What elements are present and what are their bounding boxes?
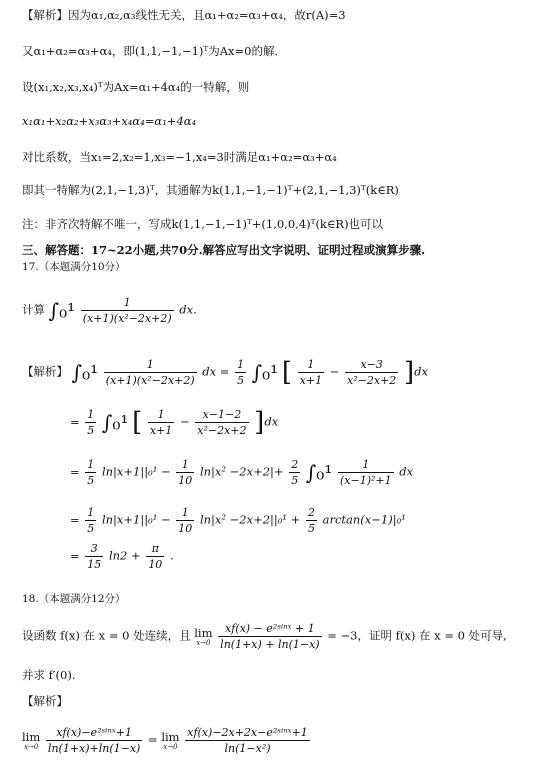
lim-operator bbox=[194, 627, 212, 647]
s1-t2-den: x²−2x+2 bbox=[347, 374, 397, 387]
s1-t2-num: x−3 bbox=[360, 358, 383, 371]
s4-coef-num: 1 bbox=[87, 506, 95, 519]
s1-coef-den: 5 bbox=[237, 374, 245, 387]
s3-text2: ln|x² −2x+2|+ bbox=[199, 464, 284, 479]
q18-den: ln(1+x) + ln(1−x) bbox=[220, 638, 320, 651]
s5-c2-num: π bbox=[151, 542, 159, 555]
s4-c2 bbox=[176, 506, 194, 535]
s3-t-den: (x−1)²+1 bbox=[340, 474, 392, 487]
f-rhs-den: ln(1−x²) bbox=[185, 740, 310, 755]
lim-word: lim bbox=[194, 625, 213, 640]
analysis-line-3: 设(x₁,x₂,x₃,x₄)ᵀ为Ax=α₁+4α₄的一特解，则 bbox=[22, 80, 250, 94]
q18-num: xf(x) − e²ˢⁱⁿˣ + 1 bbox=[225, 622, 315, 635]
s2-coef-num: 1 bbox=[87, 408, 95, 421]
problem-18-ask: 并求 f′(0). bbox=[22, 668, 76, 682]
s1-t1-num: 1 bbox=[307, 358, 315, 371]
s1-t1-den: x+1 bbox=[299, 374, 323, 387]
f-lhs-den: ln(1+x)+ln(1−x) bbox=[47, 742, 141, 755]
s5-c1-num: 3 bbox=[90, 542, 98, 555]
jiexi-label-2: 【解析】 bbox=[22, 694, 68, 708]
q17-prefix: 计算 bbox=[22, 302, 45, 317]
s2-coef bbox=[85, 408, 96, 437]
s5-text: ln2 + bbox=[108, 548, 141, 563]
lim-sub: x→0 bbox=[23, 742, 39, 751]
s2-t1-num: 1 bbox=[157, 408, 165, 421]
solution-step-2: = $\frac{1}{5}$ ∫₀¹ [ $\frac{1}{x+1}$ − $\frac{x-1-2}{\text{x²−2x+2}}$ ]dx bbox=[70, 407, 279, 438]
s5-c2 bbox=[146, 542, 164, 571]
integral-sign: ∫₀¹ bbox=[48, 298, 76, 323]
f-lhs-num: xf(x)−e²ˢⁱⁿˣ+1 bbox=[56, 726, 132, 739]
s4-c3 bbox=[306, 506, 317, 535]
s3-coef bbox=[85, 458, 96, 487]
q17-fraction bbox=[81, 296, 174, 325]
s3-coef-num: 1 bbox=[87, 458, 95, 471]
s4-text2: ln|x² −2x+2||₀¹ + bbox=[199, 512, 301, 527]
lim-word: lim bbox=[22, 729, 41, 744]
s3-c2-den: 10 bbox=[178, 474, 193, 487]
s4-c2-den: 10 bbox=[178, 522, 193, 535]
s4-text3: arctan(x−1)|₀¹ bbox=[322, 512, 406, 527]
s3-c3-num: 2 bbox=[291, 458, 299, 471]
s2-t1-den: x+1 bbox=[149, 424, 173, 437]
s3-term bbox=[338, 458, 394, 487]
problem-17-header: 17.（本题满分10分） bbox=[22, 261, 126, 273]
q17-den: (x+1)(x²−2x+2) bbox=[82, 312, 172, 325]
s3-coef-den: 5 bbox=[87, 474, 95, 487]
s2-term-2 bbox=[195, 408, 248, 437]
section-heading: 三、解答题：17~22小题,共70分.解答应写出文字说明、证明过程或演算步骤. bbox=[22, 243, 426, 257]
analysis-line-6: 即其一特解为(2,1,−1,3)ᵀ，其通解为k(1,1,−1,−1)ᵀ+(2,1,−1,3)ᵀ(k∈R) bbox=[22, 183, 399, 197]
analysis-line-4: x₁α₁+x₂α₂+x₃α₃+x₄α₄=α₁+4α₄ bbox=[22, 114, 197, 128]
s1-lhs-num: 1 bbox=[146, 358, 154, 371]
s4-c2-num: 1 bbox=[181, 506, 189, 519]
s3-c3-den: 5 bbox=[291, 474, 299, 487]
solution-step-5: = $\frac{3}{15}$ ln2 + $\frac{\pi}{10}$ . bbox=[70, 542, 174, 571]
q17-suffix: dx. bbox=[179, 302, 197, 317]
s1-coef-num: 1 bbox=[237, 358, 245, 371]
s1-lhs-den: (x+1)(x²−2x+2) bbox=[105, 374, 195, 387]
s3-c2-num: 1 bbox=[181, 458, 189, 471]
q18-part-a: 设函数 f(x) 在 x = 0 处连续，且 bbox=[22, 628, 191, 643]
f-rhs-num: xf(x)−2x+2x−e²ˢⁱⁿˣ+1 bbox=[187, 726, 308, 739]
s1-lhs bbox=[104, 358, 197, 387]
s3-c3 bbox=[289, 458, 300, 487]
s2-t2-den: x²−2x+2 bbox=[197, 424, 247, 437]
s1-term-1 bbox=[298, 358, 324, 387]
lim-operator bbox=[22, 731, 40, 751]
s2-term-1 bbox=[148, 408, 174, 437]
problem-17-statement bbox=[22, 296, 197, 325]
q18-part-b: = −3，证明 f(x) 在 x = 0 处可导, bbox=[327, 628, 507, 643]
solution-step-1: 【解析】 ∫₀¹ $\frac{1}{\text{(x+1)(x²−2x+2)}}$ dx = $\frac{1}{5}$ ∫₀¹ [ $\frac{1}{x+1}$ − $\frac{x-3}{\text{x²−2x+2}}$ ]dx bbox=[22, 357, 428, 388]
lim-word: lim bbox=[161, 729, 180, 744]
s3-t-num: 1 bbox=[362, 458, 370, 471]
analysis-line-2: 又α₁+α₂=α₃+α₄，即(1,1,−1,−1)ᵀ为Ax=0的解. bbox=[22, 44, 279, 58]
s3-text1: ln|x+1||₀¹ − bbox=[101, 464, 171, 479]
integral-sign: ∫₀¹ bbox=[251, 360, 279, 385]
f-lhs bbox=[46, 726, 142, 755]
s4-text1: ln|x+1||₀¹ − bbox=[101, 512, 171, 527]
q17-num: 1 bbox=[123, 296, 131, 309]
integral-sign: ∫₀¹ bbox=[71, 360, 99, 385]
solution-step-4: = $\frac{1}{5}$ ln|x+1||₀¹ − $\frac{1}{10}$ ln|x² −2x+2||₀¹ + $\frac{2}{5}$ arctan(x−1)|₀¹ bbox=[70, 506, 406, 535]
s2-coef-den: 5 bbox=[87, 424, 95, 437]
f-rhs bbox=[185, 726, 310, 755]
s4-c3-den: 5 bbox=[307, 522, 315, 535]
jiexi-label: 【解析】 bbox=[22, 364, 68, 379]
s5-c1 bbox=[85, 542, 103, 571]
integral-sign: ∫₀¹ bbox=[305, 460, 333, 485]
lim-operator bbox=[161, 731, 179, 751]
limit-line: lim x→0 $\frac{\text{xf(x)−e²ˢⁱⁿˣ+1}}{\ln(1+x)+\ln(1-x)}$ = lim x→0 $\frac{\text{xf(x)−2x+2x−e²ˢⁱⁿˣ+1}}{\text{ln(1−x²)}}$ bbox=[22, 726, 308, 755]
s1-term-2 bbox=[345, 358, 398, 387]
problem-18-statement bbox=[22, 622, 507, 651]
integral-sign: ∫₀¹ bbox=[101, 410, 129, 435]
analysis-line-5: 对比系数，当x₁=2,x₂=1,x₃=−1,x₄=3时满足α₁+α₂=α₃+α₄ bbox=[22, 150, 337, 164]
s4-c3-num: 2 bbox=[307, 506, 315, 519]
solution-step-3: = $\frac{1}{5}$ ln|x+1||₀¹ − $\frac{1}{10}$ ln|x² −2x+2|+ $\frac{2}{5}$ ∫₀¹ $\frac{1}{\text{(x−1)²+1}}$ dx bbox=[70, 458, 414, 487]
s2-t2-num: x−1−2 bbox=[202, 408, 242, 421]
lim-sub: x→0 bbox=[163, 742, 178, 751]
s4-coef bbox=[85, 506, 96, 535]
problem-18-header: 18.（本题满分12分） bbox=[22, 593, 126, 605]
s5-c1-den: 15 bbox=[87, 558, 102, 571]
q18-fraction bbox=[218, 622, 321, 651]
s1-coef bbox=[235, 358, 246, 387]
s5-c2-den: 10 bbox=[148, 558, 163, 571]
s4-coef-den: 5 bbox=[87, 522, 95, 535]
analysis-line-1: 【解析】因为α₁,α₂,α₃线性无关，且α₁+α₂=α₃+α₄，故r(A)=3 bbox=[22, 8, 346, 22]
s3-c2 bbox=[176, 458, 194, 487]
lim-sub: x→0 bbox=[196, 638, 211, 647]
s1-eq: dx = bbox=[202, 364, 230, 379]
note-line: 注：非齐次特解不唯一，写成k(1,1,−1,−1)ᵀ+(1,0,0,4)ᵀ(k∈R)也可以 bbox=[22, 217, 384, 231]
